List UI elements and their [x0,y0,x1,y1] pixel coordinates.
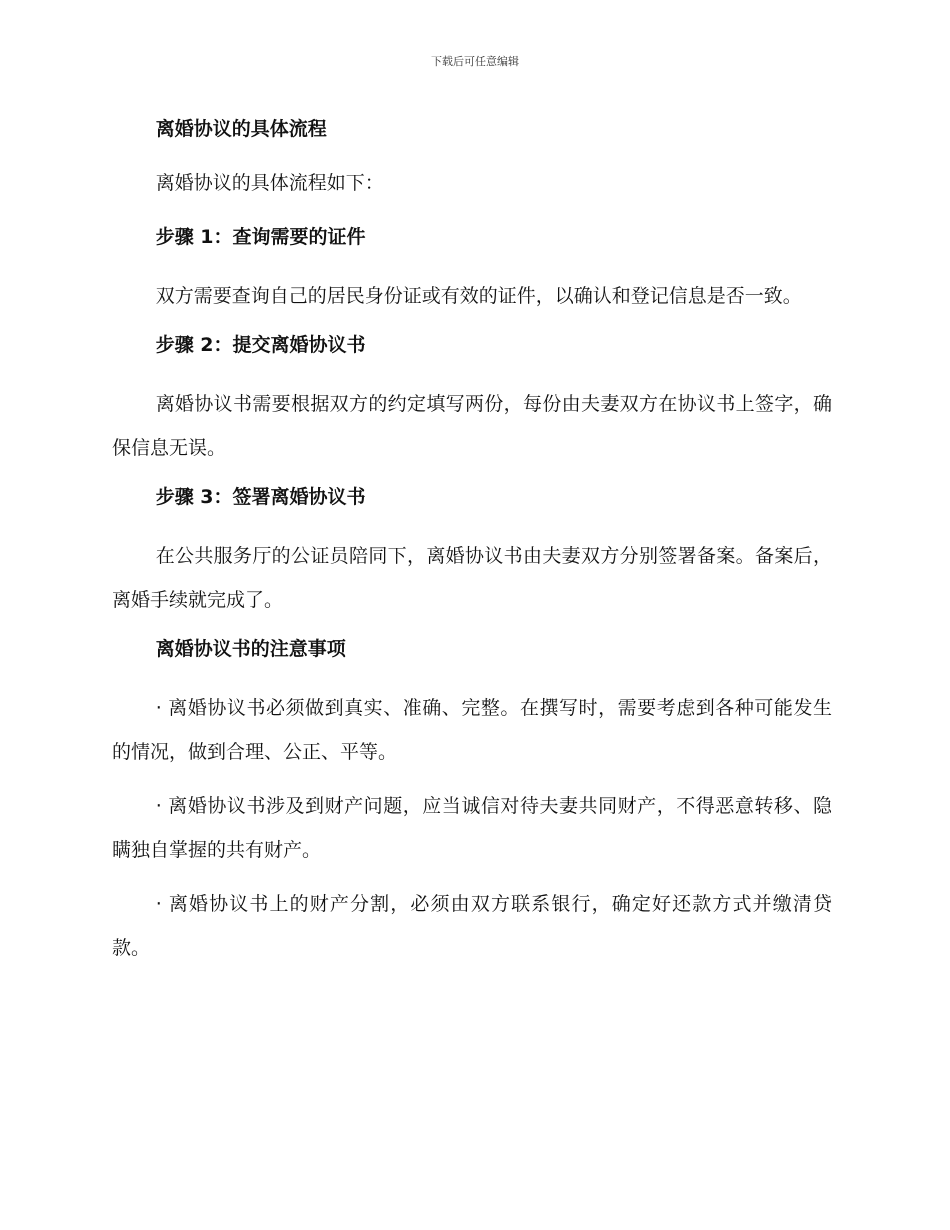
note-item-3: · 离婚协议书上的财产分割，必须由双方联系银行，确定好还款方式并缴清贷款。 [112,893,832,959]
intro-paragraph: 离婚协议的具体流程如下： [155,172,384,194]
notes-heading: 离婚协议书的注意事项 [155,638,346,660]
step-2-paragraph: 离婚协议书需要根据双方的约定填写两份，每份由夫妻双方在协议书上签字，确保信息无误。 [112,393,832,459]
document-body [112,112,832,980]
step-3-paragraph: 在公共服务厅的公证员陪同下，离婚协议书由夫妻双方分别签署备案。备案后，离婚手续就完成了。 [112,545,832,611]
note-item-1: · 离婚协议书必须做到真实、准确、完整。在撰写时，需要考虑到各种可能发生的情况，做到合理、公正、平等。 [112,697,832,763]
page-header-note: 下载后可任意编辑 [431,55,519,68]
step-2-heading: 步骤 2：提交离婚协议书 [155,334,366,356]
step-3-heading: 步骤 3：签署离婚协议书 [155,486,366,508]
step-1-heading: 步骤 1：查询需要的证件 [155,226,366,248]
document-title: 离婚协议的具体流程 [155,118,327,140]
step-1-paragraph: 双方需要查询自己的居民身份证或有效的证件，以确认和登记信息是否一致。 [155,285,802,307]
note-item-2: · 离婚协议书涉及到财产问题，应当诚信对待夫妻共同财产，不得恶意转移、隐瞒独自掌握的共有财产。 [112,795,832,861]
